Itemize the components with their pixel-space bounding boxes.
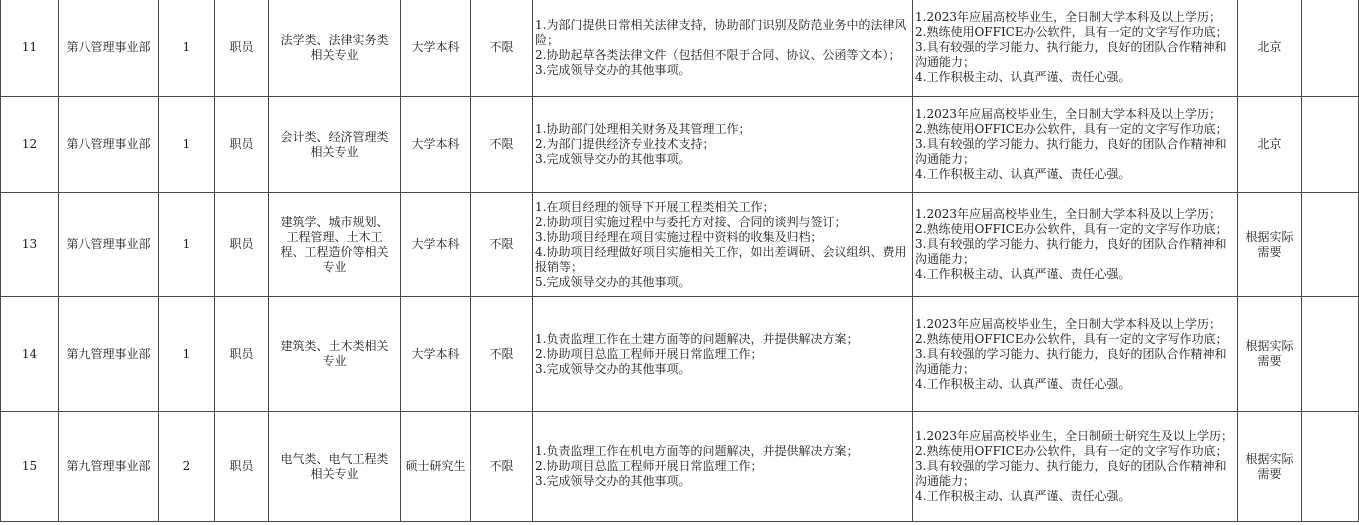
table-row	[1, 193, 1359, 297]
department: 第八管理事业部	[59, 0, 159, 97]
table-row	[1, 97, 1359, 193]
headcount: 1	[159, 0, 215, 97]
requirements	[913, 412, 1238, 522]
department: 第八管理事业部	[59, 97, 159, 193]
other-requirement: 不限	[471, 97, 533, 193]
requirement-line: 4.工作积极主动、认真严谨、责任心强。	[915, 489, 1131, 503]
requirement-line: 3.具有较强的学习能力、执行能力，良好的团队合作精神和沟通能力；	[915, 459, 1227, 488]
requirement-line: 2.熟练使用OFFICE办公软件，具有一定的文字写作功底；	[915, 444, 1228, 458]
duties	[533, 97, 913, 193]
requirements	[913, 97, 1238, 193]
duty-line: 2.协助项目实施过程中与委托方对接、合同的谈判与签订；	[535, 214, 847, 229]
duty-line: 3.完成领导交办的其他事项。	[535, 361, 691, 376]
requirement-line: 2.熟练使用OFFICE办公软件，具有一定的文字写作功底；	[915, 122, 1228, 136]
duty-line: 2.协助起草各类法律文件（包括但不限于合同、协议、公函等文本）；	[535, 47, 901, 62]
headcount: 1	[159, 193, 215, 297]
requirements	[913, 0, 1238, 97]
department: 第九管理事业部	[59, 297, 159, 412]
duty-line: 1.为部门提供日常相关法律支持，协助部门识别及防范业务中的法律风险；	[535, 17, 907, 47]
row-number: 14	[1, 297, 59, 412]
other-requirement: 不限	[471, 0, 533, 97]
requirement-line: 3.具有较强的学习能力、执行能力，良好的团队合作精神和沟通能力；	[915, 237, 1227, 266]
work-location: 北京	[1238, 97, 1302, 193]
other-requirement: 不限	[471, 412, 533, 522]
row-number: 11	[1, 0, 59, 97]
other-requirement: 不限	[471, 297, 533, 412]
requirement-line: 4.工作积极主动、认真严谨、责任心强。	[915, 376, 1131, 391]
duty-line: 1.协助部门处理相关财务及其管理工作；	[535, 122, 751, 136]
duty-line: 3.完成领导交办的其他事项。	[535, 152, 691, 166]
headcount: 1	[159, 97, 215, 193]
table-row	[1, 297, 1359, 412]
work-location: 北京	[1238, 0, 1302, 97]
requirements	[913, 193, 1238, 297]
education: 大学本科	[401, 297, 471, 412]
requirement-line: 3.具有较强的学习能力、执行能力，良好的团队合作精神和沟通能力；	[915, 137, 1227, 166]
work-location: 根据实际需要	[1238, 193, 1302, 297]
table-row	[1, 412, 1359, 522]
headcount: 2	[159, 412, 215, 522]
requirement-line: 2.熟练使用OFFICE办公软件，具有一定的文字写作功底；	[915, 222, 1228, 236]
requirement-line: 4.工作积极主动、认真严谨、责任心强。	[915, 70, 1131, 84]
requirement-line: 3.具有较强的学习能力、执行能力，良好的团队合作精神和沟通能力；	[915, 346, 1227, 376]
requirement-line: 2.熟练使用OFFICE办公软件，具有一定的文字写作功底；	[915, 331, 1228, 346]
position: 职员	[215, 97, 269, 193]
requirements	[913, 297, 1238, 412]
requirement-line: 2.熟练使用OFFICE办公软件，具有一定的文字写作功底；	[915, 25, 1228, 39]
row-number: 13	[1, 193, 59, 297]
remarks-cell	[1302, 297, 1359, 412]
education: 大学本科	[401, 193, 471, 297]
duties	[533, 193, 913, 297]
major: 法学类、法律实务类相关专业	[269, 0, 401, 97]
department: 第八管理事业部	[59, 193, 159, 297]
major: 建筑学、城市规划、工程管理、土木工程、工程造价等相关专业	[269, 193, 401, 297]
duty-line: 1.在项目经理的领导下开展工程类相关工作；	[535, 199, 775, 214]
education: 大学本科	[401, 0, 471, 97]
duties	[533, 412, 913, 522]
requirement-line: 1.2023年应届高校毕业生，全日制大学本科及以上学历；	[915, 10, 1221, 24]
remarks-cell	[1302, 97, 1359, 193]
duty-line: 1.负责监理工作在土建方面等的问题解决，并提供解决方案；	[535, 331, 859, 346]
duty-line: 1.负责监理工作在机电方面等的问题解决，并提供解决方案；	[535, 444, 859, 458]
other-requirement: 不限	[471, 193, 533, 297]
position: 职员	[215, 297, 269, 412]
headcount: 1	[159, 297, 215, 412]
remarks-cell	[1302, 193, 1359, 297]
remarks-cell	[1302, 0, 1359, 97]
major: 建筑类、土木类相关专业	[269, 297, 401, 412]
position: 职员	[215, 193, 269, 297]
education: 大学本科	[401, 97, 471, 193]
requirement-line: 3.具有较强的学习能力、执行能力，良好的团队合作精神和沟通能力；	[915, 40, 1227, 69]
duties	[533, 0, 913, 97]
duty-line: 5.完成领导交办的其他事项。	[535, 274, 691, 289]
duty-line: 2.为部门提供经济专业技术支持；	[535, 137, 715, 151]
major: 会计类、经济管理类相关专业	[269, 97, 401, 193]
department: 第九管理事业部	[59, 412, 159, 522]
education: 硕士研究生	[401, 412, 471, 522]
work-location: 根据实际需要	[1238, 412, 1302, 522]
duty-line: 2.协助项目总监工程师开展日常监理工作；	[535, 346, 763, 361]
requirement-line: 4.工作积极主动、认真严谨、责任心强。	[915, 167, 1131, 181]
duty-line: 3.协助项目经理在项目实施过程中资料的收集及归档；	[535, 229, 823, 244]
major: 电气类、电气工程类相关专业	[269, 412, 401, 522]
remarks-cell	[1302, 412, 1359, 522]
requirement-line: 1.2023年应届高校毕业生，全日制大学本科及以上学历；	[915, 207, 1221, 221]
duty-line: 4.协助项目经理做好项目实施相关工作，如出差调研、会议组织、费用报销等；	[535, 244, 907, 274]
duty-line: 2.协助项目总监工程师开展日常监理工作；	[535, 459, 763, 473]
requirement-line: 1.2023年应届高校毕业生，全日制大学本科及以上学历；	[915, 107, 1221, 121]
table-row	[1, 0, 1359, 97]
duty-line: 3.完成领导交办的其他事项。	[535, 474, 691, 488]
duty-line: 3.完成领导交办的其他事项。	[535, 62, 691, 77]
position: 职员	[215, 412, 269, 522]
requirement-line: 1.2023年应届高校毕业生，全日制大学本科及以上学历；	[915, 316, 1221, 331]
requirement-line: 1.2023年应届高校毕业生，全日制硕士研究生及以上学历；	[915, 429, 1233, 443]
position: 职员	[215, 0, 269, 97]
row-number: 12	[1, 97, 59, 193]
work-location: 根据实际需要	[1238, 297, 1302, 412]
requirement-line: 4.工作积极主动、认真严谨、责任心强。	[915, 267, 1131, 281]
duties	[533, 297, 913, 412]
row-number: 15	[1, 412, 59, 522]
